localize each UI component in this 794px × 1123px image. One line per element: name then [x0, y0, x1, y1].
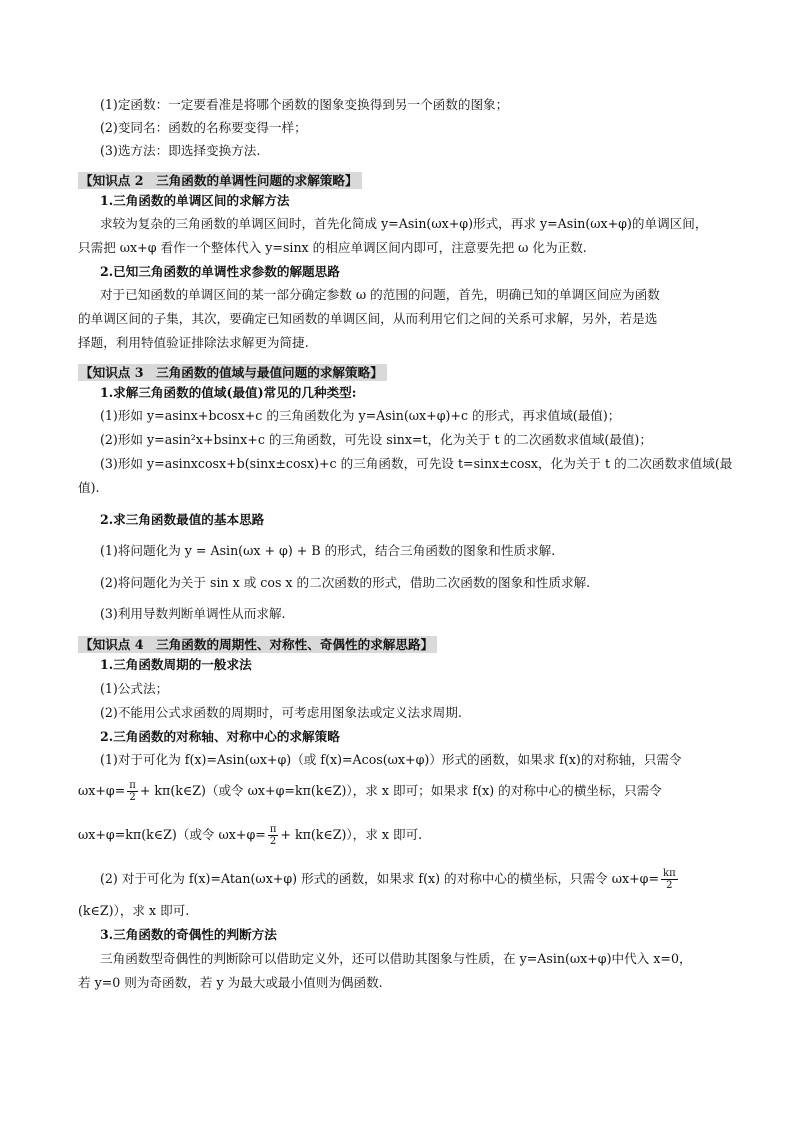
section-heading: 2.求三角函数最值的基本思路: [100, 512, 265, 527]
fraction: $\frac{k\pi}{2}$: [663, 868, 676, 891]
step-define-function: (1)定函数：一定要看准是将哪个函数的图象变换得到另一个函数的图象；: [100, 97, 509, 112]
section-heading: 3.三角函数的奇偶性的判断方法: [100, 927, 277, 942]
paragraph-line: 值).: [78, 480, 100, 495]
formula-text: ωx+φ=kπ(k∈Z)（或令 ωx+φ=: [78, 827, 266, 842]
formula-line: [78, 780, 720, 803]
fraction: $\frac{\pi}{2}$: [269, 824, 277, 847]
paragraph-line: (3)形如 y=asinxcosx+b(sinx±cosx)+c 的三角函数，可先设 t=sinx±cosx，化为关于 t 的二次函数求值域(最: [100, 456, 733, 471]
paragraph-line: 求较为复杂的三角函数的单调区间时，首先化简成 y=Asin(ωx+φ)形式，再求 y=Asin(ωx+φ)的单调区间，: [100, 216, 708, 231]
knowledge-point-3-heading: [78, 364, 720, 382]
paragraph-line: 三角函数型奇偶性的判断除可以借助定义外，还可以借助其图象与性质，在 y=Asin(ωx+φ)中代入 x=0，: [100, 951, 692, 966]
paragraph-line: (3)利用导数判断单调性从而求解.: [100, 606, 286, 621]
section-heading: 1.求解三角函数的值域(最值)常见的几种类型:: [100, 385, 357, 400]
paragraph-line: 只需把 ωx+φ 看作一个整体代入 y=sinx 的相应单调区间内即可，注意要先把 ω 化为正数.: [78, 240, 587, 255]
formula-line: [100, 868, 720, 891]
section-heading: 1.三角函数的单调区间的求解方法: [100, 193, 290, 208]
paragraph-line: (1)对于可化为 f(x)=Asin(ωx+φ)（或 f(x)=Acos(ωx+φ)）形式的函数，如果求 f(x)的对称轴，只需令: [100, 752, 682, 767]
paragraph-line: 对于已知函数的单调区间的某一部分确定参数 ω 的范围的问题，首先，明确已知的单调区间应为函数: [100, 287, 660, 302]
knowledge-tag: 【知识点 2 三角函数的单调性问题的求解策略】: [78, 172, 362, 189]
formula-text: (2) 对于可化为 f(x)=Atan(ωx+φ) 形式的函数，如果求 f(x) 的对称中心的横坐标，只需令 ωx+φ=: [100, 871, 660, 886]
paragraph-line: 择题，利用特值验证排除法求解更为简捷.: [78, 335, 309, 350]
formula-line: [78, 824, 720, 847]
section-heading: 2.三角函数的对称轴、对称中心的求解策略: [100, 729, 340, 744]
formula-text: + kπ(k∈Z)），求 x 即可.: [280, 827, 423, 842]
formula-text: + kπ(k∈Z)（或令 ωx+φ=kπ(k∈Z)），求 x 即可；如果求 f(x) 的对称中心的横坐标，只需令: [139, 783, 662, 798]
knowledge-tag: 【知识点 3 三角函数的值域与最值问题的求解策略】: [78, 364, 387, 381]
knowledge-point-4-heading: [78, 636, 720, 654]
knowledge-point-2-heading: [78, 172, 720, 190]
step-same-name: (2)变同名：函数的名称要变得一样；: [100, 120, 307, 135]
section-heading: 2.已知三角函数的单调性求参数的解题思路: [100, 264, 340, 279]
paragraph-line: (2)形如 y=asin²x+bsinx+c 的三角函数，可先设 sinx=t，化为关于 t 的二次函数求值域(最值)；: [100, 432, 652, 447]
formula-text: ωx+φ=: [78, 783, 126, 798]
paragraph-line: (2)将问题化为关于 sin x 或 cos x 的二次函数的形式，借助二次函数的图象和性质求解.: [100, 575, 591, 590]
fraction: $\frac{\pi}{2}$: [129, 780, 136, 803]
paragraph-line: (1)公式法；: [100, 681, 169, 696]
paragraph-line: 的单调区间的子集，其次，要确定已知函数的单调区间，从而利用它们之间的关系可求解，另外，若是选: [78, 311, 658, 326]
knowledge-tag: 【知识点 4 三角函数的周期性、对称性、奇偶性的求解思路】: [78, 636, 437, 653]
paragraph-line: (k∈Z)），求 x 即可.: [78, 903, 190, 918]
step-choose-method: (3)选方法：即选择变换方法.: [100, 143, 261, 158]
section-heading: 1.三角函数周期的一般求法: [100, 657, 252, 672]
paragraph-line: (1)形如 y=asinx+bcosx+c 的三角函数化为 y=Asin(ωx+φ)+c 的形式，再求值域(最值)；: [100, 408, 621, 423]
paragraph-line: 若 y=0 则为奇函数，若 y 为最大或最小值则为偶函数.: [78, 975, 383, 990]
paragraph-line: (2)不能用公式求函数的周期时，可考虑用图象法或定义法求周期.: [100, 705, 462, 720]
paragraph-line: (1)将问题化为 y = Asin(ωx + φ) + B 的形式，结合三角函数的图象和性质求解.: [100, 543, 556, 558]
